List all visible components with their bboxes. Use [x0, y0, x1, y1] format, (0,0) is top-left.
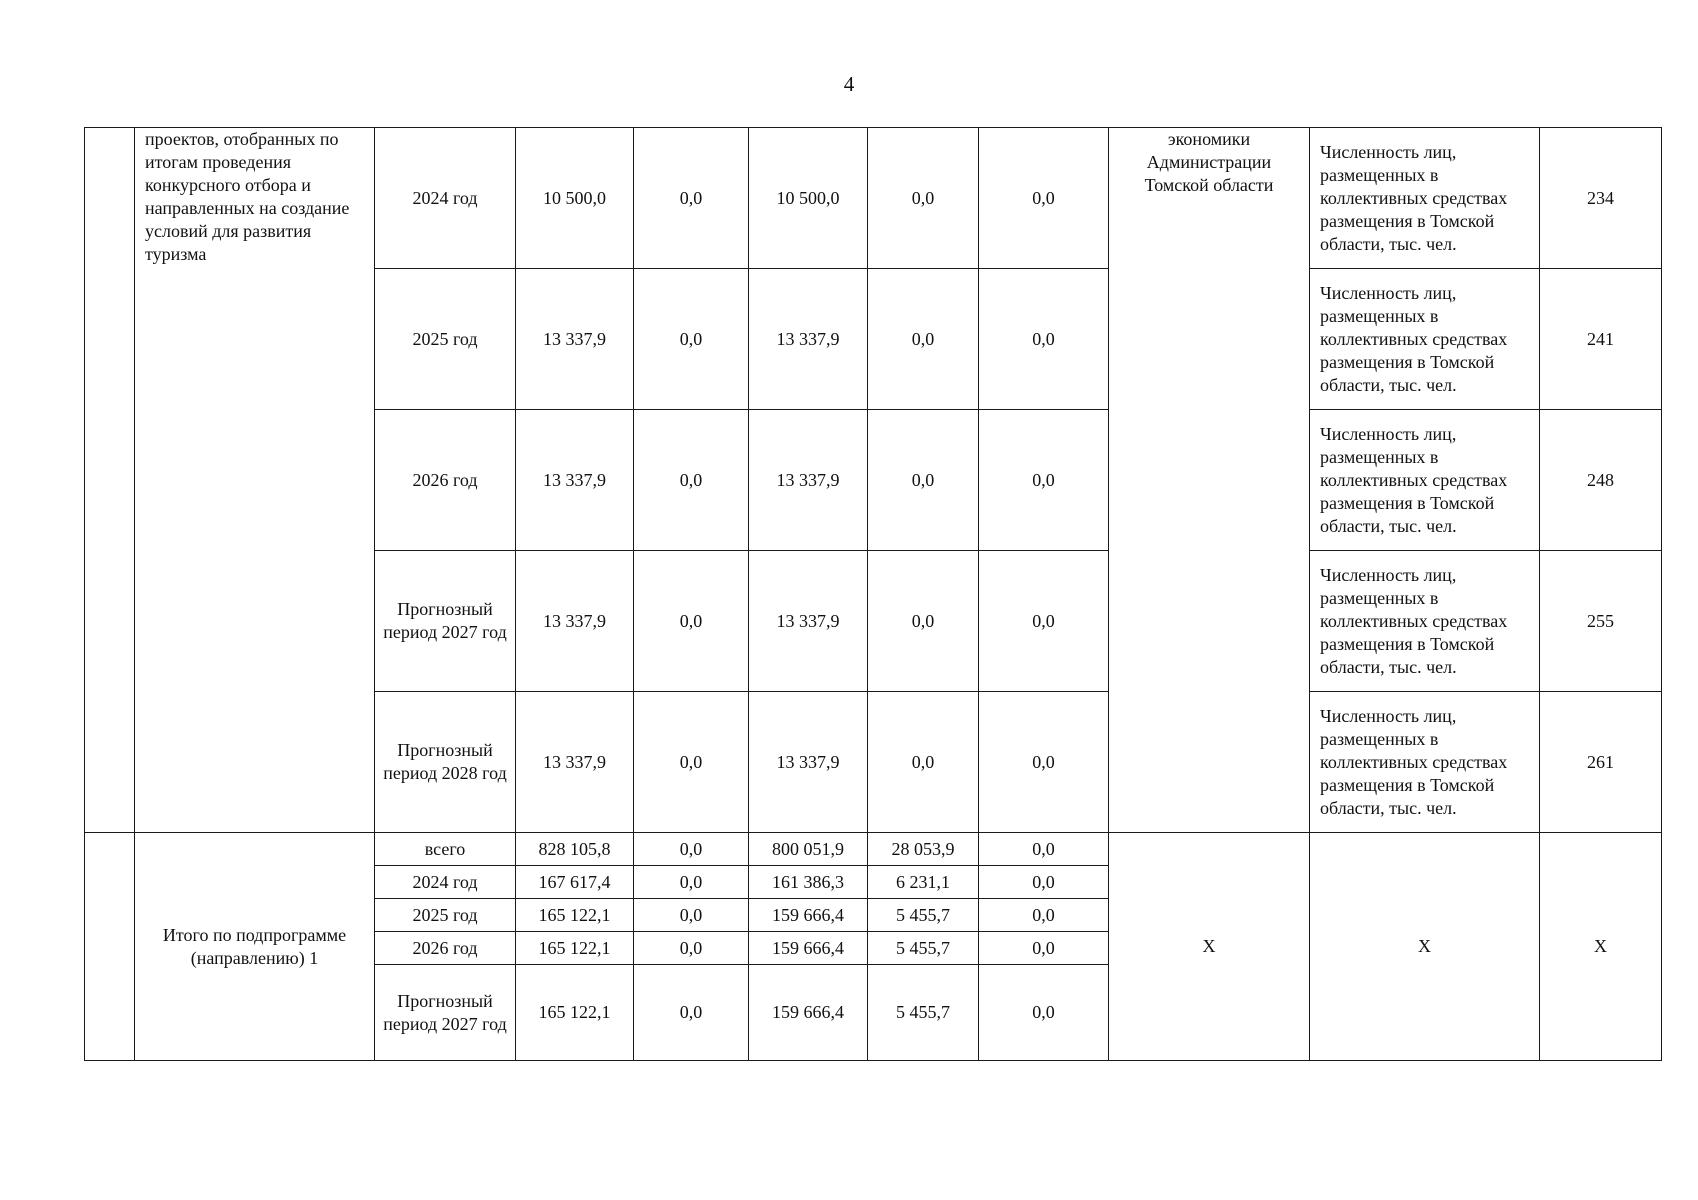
federal-cell: 0,0 [634, 410, 749, 551]
total-cell: 165 122,1 [516, 899, 634, 932]
regional-cell: 13 337,9 [749, 410, 868, 551]
regional-cell: 800 051,9 [749, 833, 868, 866]
period-cell: Прогнозный период 2028 год [375, 692, 516, 833]
total-label-cell: Итого по подпрограмме (направлению) 1 [135, 833, 375, 1061]
local-cell: 0,0 [868, 128, 979, 269]
period-cell: 2025 год [375, 269, 516, 410]
other-cell: 0,0 [979, 866, 1109, 899]
total-cell: 10 500,0 [516, 128, 634, 269]
regional-cell: 13 337,9 [749, 551, 868, 692]
local-cell: 6 231,1 [868, 866, 979, 899]
federal-cell: 0,0 [634, 551, 749, 692]
regional-cell: 159 666,4 [749, 965, 868, 1061]
total-cell: 165 122,1 [516, 965, 634, 1061]
period-cell: Прогнозный период 2027 год [375, 965, 516, 1061]
indicator-value-cell: Х [1540, 833, 1662, 1061]
local-cell: 0,0 [868, 551, 979, 692]
indicator-cell: Численность лиц, размещенных в коллективных средствах размещения в Томской области, тыс. чел. [1310, 551, 1540, 692]
federal-cell: 0,0 [634, 932, 749, 965]
total-cell: 13 337,9 [516, 410, 634, 551]
other-cell: 0,0 [979, 551, 1109, 692]
agency-cell: экономики Администрации Томской области [1109, 128, 1310, 833]
budget-table [84, 127, 1662, 1061]
period-cell: 2024 год [375, 866, 516, 899]
other-cell: 0,0 [979, 269, 1109, 410]
indicator-value-cell: 261 [1540, 692, 1662, 833]
period-cell: 2024 год [375, 128, 516, 269]
period-cell: Прогнозный период 2027 год [375, 551, 516, 692]
other-cell: 0,0 [979, 833, 1109, 866]
other-cell: 0,0 [979, 932, 1109, 965]
local-cell: 0,0 [868, 410, 979, 551]
indicator-value-cell: 255 [1540, 551, 1662, 692]
total-cell: 828 105,8 [516, 833, 634, 866]
indicator-value-cell: 248 [1540, 410, 1662, 551]
indicator-cell: Численность лиц, размещенных в коллективных средствах размещения в Томской области, тыс. чел. [1310, 410, 1540, 551]
federal-cell: 0,0 [634, 692, 749, 833]
row-number-cell [85, 128, 135, 833]
indicator-value-cell: 241 [1540, 269, 1662, 410]
federal-cell: 0,0 [634, 269, 749, 410]
total-cell: 13 337,9 [516, 551, 634, 692]
page-number: 4 [843, 72, 855, 96]
regional-cell: 161 386,3 [749, 866, 868, 899]
period-cell: 2026 год [375, 932, 516, 965]
agency-cell: Х [1109, 833, 1310, 1061]
federal-cell: 0,0 [634, 866, 749, 899]
row-number-cell [85, 833, 135, 1061]
total-cell: 13 337,9 [516, 269, 634, 410]
local-cell: 5 455,7 [868, 932, 979, 965]
other-cell: 0,0 [979, 692, 1109, 833]
regional-cell: 159 666,4 [749, 932, 868, 965]
local-cell: 28 053,9 [868, 833, 979, 866]
other-cell: 0,0 [979, 128, 1109, 269]
regional-cell: 13 337,9 [749, 692, 868, 833]
regional-cell: 10 500,0 [749, 128, 868, 269]
indicator-cell: Численность лиц, размещенных в коллективных средствах размещения в Томской области, тыс. чел. [1310, 128, 1540, 269]
local-cell: 5 455,7 [868, 965, 979, 1061]
total-cell: 167 617,4 [516, 866, 634, 899]
federal-cell: 0,0 [634, 128, 749, 269]
period-cell: 2025 год [375, 899, 516, 932]
federal-cell: 0,0 [634, 899, 749, 932]
federal-cell: 0,0 [634, 965, 749, 1061]
federal-cell: 0,0 [634, 833, 749, 866]
local-cell: 0,0 [868, 692, 979, 833]
table-row [85, 833, 1662, 866]
indicator-value-cell: 234 [1540, 128, 1662, 269]
period-cell: 2026 год [375, 410, 516, 551]
table-row [85, 128, 1662, 269]
activity-name-cell: проектов, отобранных по итогам проведения конкурсного отбора и направленных на создание условий для развития туризма [135, 128, 375, 833]
indicator-cell: Численность лиц, размещенных в коллективных средствах размещения в Томской области, тыс. чел. [1310, 269, 1540, 410]
local-cell: 5 455,7 [868, 899, 979, 932]
other-cell: 0,0 [979, 899, 1109, 932]
local-cell: 0,0 [868, 269, 979, 410]
other-cell: 0,0 [979, 965, 1109, 1061]
indicator-cell: Х [1310, 833, 1540, 1061]
total-cell: 13 337,9 [516, 692, 634, 833]
indicator-cell: Численность лиц, размещенных в коллективных средствах размещения в Томской области, тыс. чел. [1310, 692, 1540, 833]
other-cell: 0,0 [979, 410, 1109, 551]
total-cell: 165 122,1 [516, 932, 634, 965]
period-cell: всего [375, 833, 516, 866]
regional-cell: 159 666,4 [749, 899, 868, 932]
regional-cell: 13 337,9 [749, 269, 868, 410]
